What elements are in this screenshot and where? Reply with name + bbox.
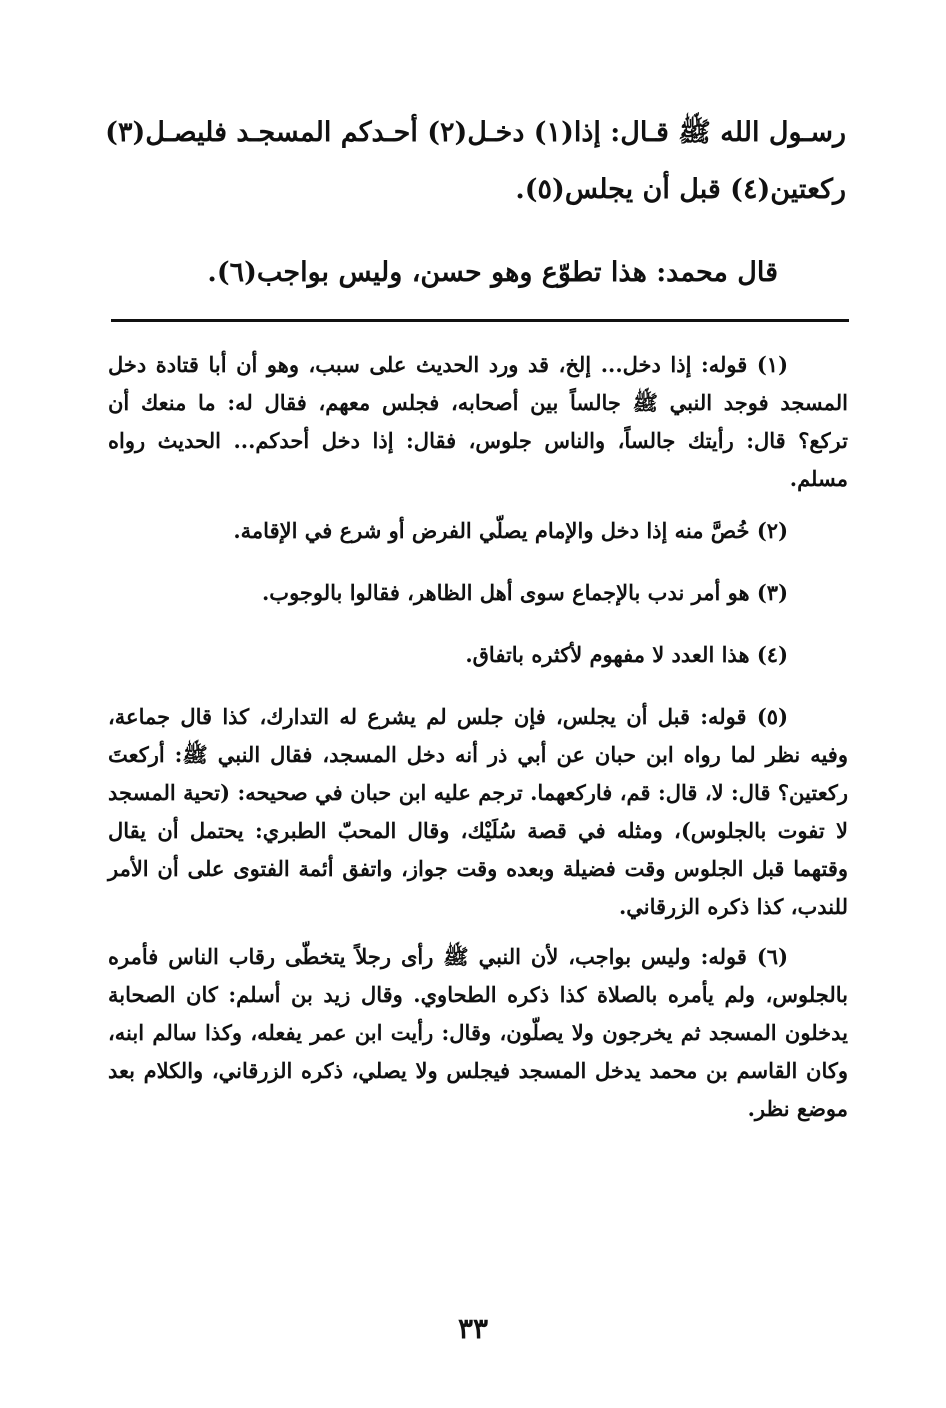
footnote-divider — [111, 319, 849, 322]
footnote-text: قوله: وليس بواجب، لأن النبي ﷺ رأى رجلاً يتخطّى رقاب الناس فأمره بالجلوس، ولم يأمره بالصلاة كذا ذكره الطحاوي. وقال زيد بن أسلم: كان الصحابة يدخلون المسجد ثم يخرجون ولا يصلّون، وقال: رأيت ابن عمر يفعله، وكذا سالم ابنه، وكان القاسم بن محمد يدخل المسجد فيجلس ولا يصلي، ذكره الزرقاني، والكلام بعد موضع نظر. — [108, 944, 848, 1121]
author-comment: قال محمد: هذا تطوّع وهو حسن، وليس بواجب(٦). — [207, 257, 778, 288]
footnote-number: (٤) — [756, 642, 788, 667]
footnote-number: (٦) — [756, 944, 788, 969]
footnote-number: (١) — [756, 352, 789, 377]
footnote-4 — [108, 636, 848, 674]
footnote-text: قوله: قبل أن يجلس، فإن جلس لم يشرع له التدارك، كذا قال جماعة، وفيه نظر لما رواه ابن حبان عن أبي ذر أنه دخل المسجد، فقال النبي ﷺ: أركعتَ ركعتين؟ قال: لا، قال: قم، فاركعهما. ترجم عليه ابن حبان في صحيحه: (تحية المسجد لا تفوت بالجلوس)، ومثله في قصة سُلَيْك، وقال المحبّ الطبري: يحتمل أن يقال وقتهما قبل الجلوس وقت فضيلة وبعده وقت جواز، واتفق أئمة الفتوى على أن الأمر للندب، كذا ذكره الزرقاني. — [108, 704, 848, 919]
footnotes — [108, 346, 848, 1140]
hadith-text — [100, 104, 846, 218]
footnote-6 — [108, 938, 848, 1128]
footnote-1 — [108, 346, 848, 498]
hadith-line-2: ركعتين(٤) قبل أن يجلس(٥). — [515, 174, 846, 205]
footnote-number: (٣) — [756, 580, 788, 605]
footnote-text: هو أمر ندب بالإجماع سوى أهل الظاهر، فقالوا بالوجوب. — [262, 580, 750, 605]
footnote-5 — [108, 698, 848, 926]
main-text — [100, 104, 846, 301]
footnote-2 — [108, 512, 848, 550]
footnote-number: (٥) — [756, 704, 788, 729]
footnote-text: خُصَّ منه إذا دخل والإمام يصلّي الفرض أو شرع في الإقامة. — [233, 518, 750, 543]
page-number: ٣٣ — [457, 1312, 489, 1345]
footnote-text: قوله: إذا دخل... إلخ، قد ورد الحديث على سبب، وهو أن أبا قتادة دخل المسجد فوجد النبي ﷺ جالساً بين أصحابه، فجلس معهم، فقال له: ما منعك أن تركع؟ قال: رأيتك جالساً، والناس جلوس، فقال: إذا دخل أحدكم... الحديث رواه مسلم. — [108, 352, 848, 491]
hadith-line-1: رسـول الله ﷺ قـال: إذا(١) دخـل(٢) أحـدكم المسجـد فليصـل(٣) — [105, 117, 846, 148]
footnote-number: (٢) — [756, 518, 788, 543]
footnote-text: هذا العدد لا مفهوم لأكثره باتفاق. — [465, 642, 750, 667]
footnote-3 — [108, 574, 848, 612]
